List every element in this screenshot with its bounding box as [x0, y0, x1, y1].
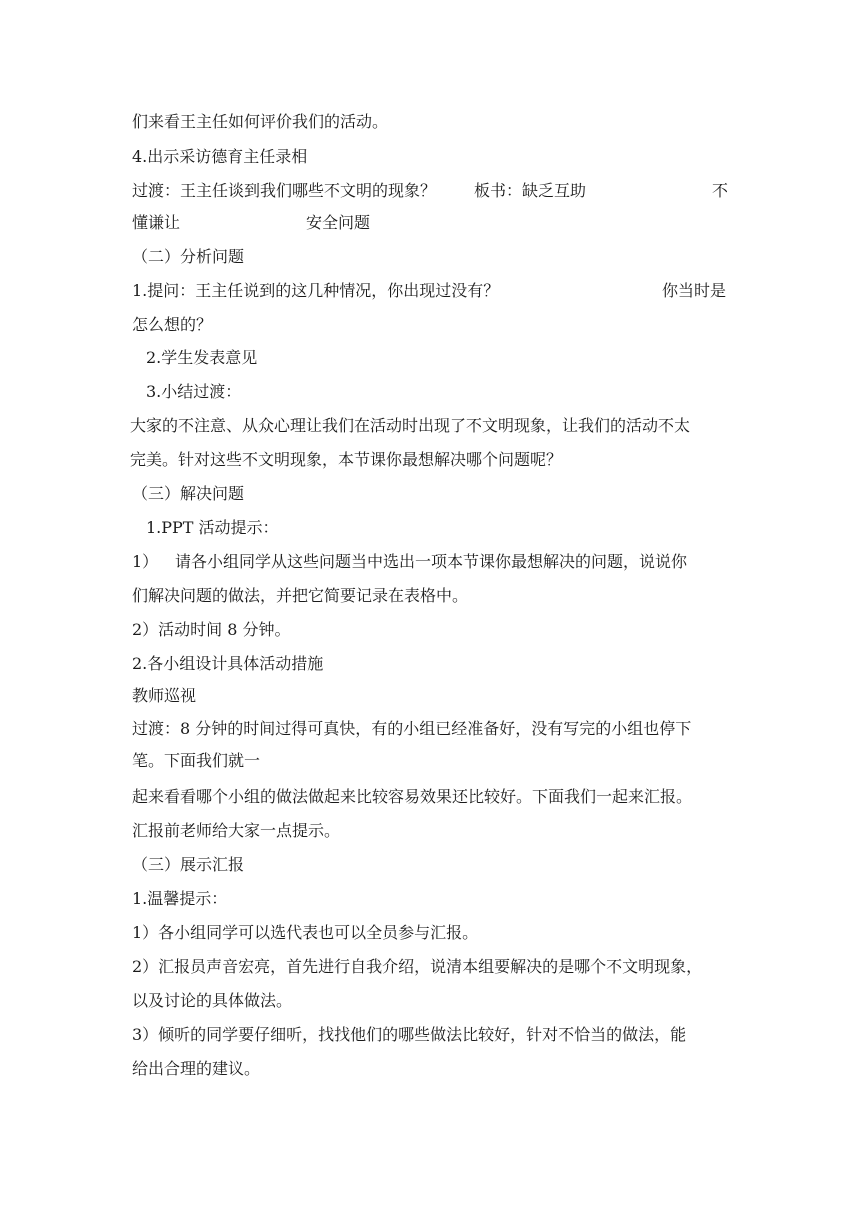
text-line: 1）各小组同学可以选代表也可以全员参与汇报。 [132, 923, 479, 942]
text-fragment: 不 [712, 181, 729, 200]
section-heading: （三）展示汇报 [132, 855, 245, 874]
text-line: 2）活动时间 8 分钟。 [132, 620, 291, 639]
text-line: 们来看王主任如何评价我们的活动。 [132, 112, 389, 131]
text-fragment: 你当时是 [662, 281, 727, 300]
text-line: 3）倾听的同学要仔细听，找找他们的哪些做法比较好，针对不恰当的做法，能 [132, 1025, 687, 1044]
text-line: 们解决问题的做法，并把它简要记录在表格中。 [132, 586, 469, 605]
section-heading: （二）分析问题 [132, 247, 245, 266]
text-line: 2.学生发表意见 [146, 348, 258, 367]
text-line: 1.提问：王主任说到的这几种情况，你出现过没有？ [132, 281, 500, 300]
text-fragment: 安全问题 [306, 213, 371, 232]
text-line: 过渡：王主任谈到我们哪些不文明的现象？ [132, 181, 437, 200]
text-line: 懂谦让 [132, 213, 181, 232]
text-line: 过渡：8 分钟的时间过得可真快，有的小组已经准备好，没有写完的小组也停下 [132, 719, 692, 738]
text-line: 给出合理的建议。 [132, 1059, 261, 1078]
text-line: 汇报前老师给大家一点提示。 [132, 821, 341, 840]
text-line: 怎么想的？ [132, 315, 213, 334]
blackboard-note: 板书：缺乏互助 [474, 181, 587, 200]
text-line: 2.各小组设计具体活动措施 [132, 654, 324, 673]
text-line: 笔。下面我们就一 [132, 751, 261, 770]
text-line: 3.小结过渡： [146, 382, 242, 401]
text-line: 完美。针对这些不文明现象，本节课你最想解决哪个问题呢？ [130, 450, 563, 469]
text-line: 4.出示采访德育主任录相 [132, 147, 308, 166]
text-line: 1.温馨提示： [132, 889, 228, 908]
text-line: 大家的不注意、从众心理让我们在活动时出现了不文明现象，让我们的活动不太 [130, 416, 691, 435]
text-line: 起来看看哪个小组的做法做起来比较容易效果还比较好。下面我们一起来汇报。 [132, 787, 693, 806]
text-line: 请各小组同学从这些问题当中选出一项本节课你最想解决的问题，说说你 [175, 552, 688, 571]
list-marker: 1） [132, 552, 159, 571]
text-line: 2）汇报员声音宏亮，首先进行自我介绍，说清本组要解决的是哪个不文明现象， [132, 957, 703, 976]
text-line: 教师巡视 [132, 686, 197, 705]
text-line: 1.PPT 活动提示： [146, 518, 279, 537]
text-line: 以及讨论的具体做法。 [132, 991, 293, 1010]
section-heading: （三）解决问题 [132, 484, 245, 503]
